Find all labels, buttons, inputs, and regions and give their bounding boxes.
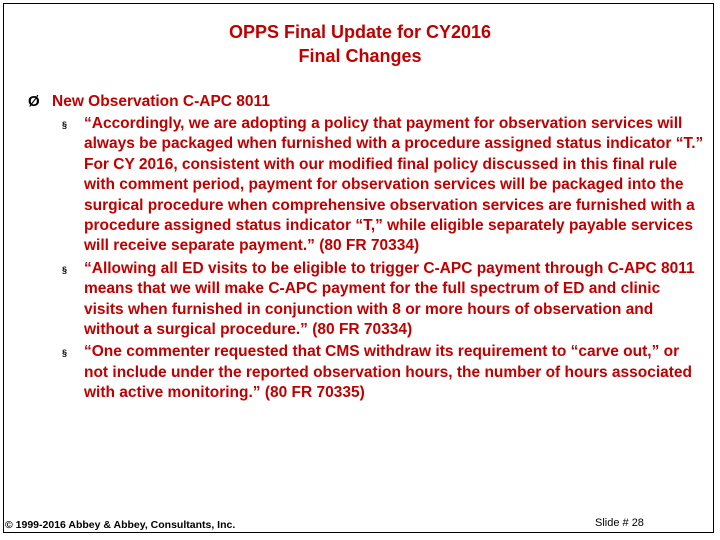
footer-copyright: © 1999-2016 Abbey & Abbey, Consultants, Inc.	[5, 519, 236, 531]
sub-bullet-list	[62, 114, 704, 404]
title-line-2: Final Changes	[298, 46, 422, 66]
title-line-1: OPPS Final Update for CY2016	[228, 22, 492, 42]
sub-bullet	[62, 342, 704, 403]
sub-bullet-text: “One commenter requested that CMS withdraw its requirement to “carve out,” or not include under the reported observation hours, the number of hours associated with active monitoring.” (80 FR 70335)	[84, 343, 693, 402]
arrow-bullet-icon: Ø	[28, 93, 40, 110]
sub-bullet-text: “Accordingly, we are adopting a policy that payment for observation services will always be packaged when furnished with a procedure assigned status indicator “T.” For CY 2016, consistent with our modified final policy discussed in this final rule with comment period, payment for observation services will be packaged into the surgical procedure when comprehensive observation services are furnished with a procedure assigned status indicator “T,” while eligible separately payable services will receive separate payment.” (80 FR 70334)	[84, 115, 704, 255]
main-bullet-text: New Observation C-APC 8011	[52, 93, 270, 110]
section-bullet-icon: §	[62, 120, 68, 130]
slide-title	[0, 20, 720, 68]
slide-content	[28, 92, 704, 406]
sub-bullet	[62, 259, 704, 341]
section-bullet-icon: §	[62, 348, 68, 359]
sub-bullet-text: “Allowing all ED visits to be eligible to trigger C-APC payment through C-APC 8011 means that we will make C-APC payment for the full spectrum of ED and clinic visits when furnished in conjunction with 8 or more hours of observation and without a surgical procedure.” (80 FR 70334)	[84, 259, 695, 339]
section-bullet-icon: §	[62, 264, 68, 275]
slide-number: Slide # 28	[595, 517, 644, 529]
sub-bullet	[62, 114, 704, 257]
main-bullet	[28, 92, 704, 112]
